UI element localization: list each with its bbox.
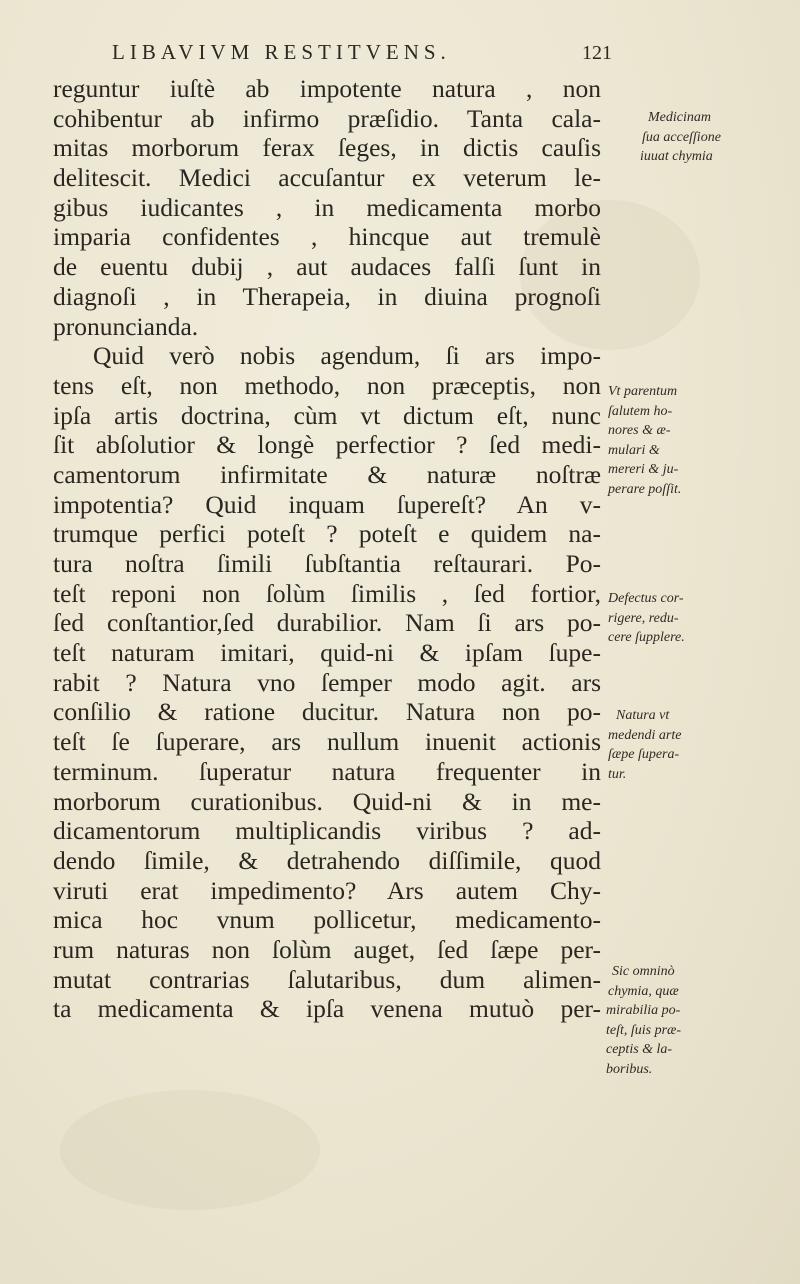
text-line: cohibentur ab infirmo præſidio. Tanta cala-: [53, 103, 601, 133]
text-line: gibus iudicantes , in medicamenta morbo: [53, 192, 601, 222]
page-number: 121: [582, 42, 612, 64]
text-line: ſed conſtantior,ſed durabilior. Nam ſi ars po-: [53, 608, 601, 638]
text-line: ipſa artis doctrina, cùm vt dictum eſt, nunc: [53, 400, 601, 430]
note-line: mereri & ju-: [608, 462, 679, 477]
note-line: ſæpe ſupera-: [608, 747, 680, 762]
text-line: conſilio & ratione ducitur. Natura non po-: [53, 697, 601, 727]
text-line: morborum curationibus. Quid-ni & in me-: [53, 786, 601, 816]
text-line: Quid verò nobis agendum, ſi ars impo-: [93, 341, 601, 371]
note-line: Sic omninò: [612, 964, 675, 979]
body-text: [53, 74, 601, 1024]
note-line: ſalutem ho-: [608, 403, 673, 419]
note-line: mirabilia po-: [606, 1003, 681, 1018]
note-line: iuuat chymia: [640, 149, 713, 164]
note-line: perare poſſit.: [608, 481, 682, 497]
note-line: ſua acceſſione: [642, 129, 721, 145]
paper-stain: [60, 1090, 320, 1210]
note-line: nores & æ-: [608, 423, 671, 438]
text-line: mitas morborum ferax ſeges, in dictis cauſis: [53, 133, 601, 163]
text-line: delitescit. Medici accuſantur ex veterum le-: [53, 163, 601, 193]
text-line: rum naturas non ſolùm auget, ſed ſæpe per-: [53, 934, 601, 964]
note-line: rigere, redu-: [608, 610, 679, 626]
note-line: Medicinam: [648, 110, 711, 125]
text-line: impotentia? Quid inquam ſupereſt? An v-: [53, 489, 601, 519]
text-line: camentorum infirmitate & naturæ noſtræ: [53, 459, 601, 489]
text-line: pronuncianda.: [53, 311, 199, 341]
text-line: imparia confidentes , hincque aut tremulè: [53, 222, 601, 252]
text-line: mutat contrarias ſalutaribus, dum alimen-: [53, 964, 601, 994]
note-line: tur.: [608, 766, 627, 782]
note-line: chymia, quæ: [608, 983, 679, 999]
text-line: viruti erat impedimento? Ars autem Chy-: [53, 875, 601, 905]
note-line: Defectus cor-: [608, 591, 684, 606]
note-line: boribus.: [606, 1061, 653, 1077]
text-line: trumque perfici poteſt ? poteſt e quidem na-: [53, 519, 601, 549]
text-line: tura noſtra ſimili ſubſtantia reſtaurari. Po-: [53, 549, 601, 578]
note-line: cere ſupplere.: [608, 630, 685, 645]
note-line: ceptis & la-: [606, 1042, 673, 1057]
note-line: teſt, ſuis præ-: [606, 1022, 682, 1038]
text-line: dendo ſimile, & detrahendo diſſimile, quod: [53, 845, 601, 875]
text-line: ta medicamenta & ipſa venena mutuò per-: [53, 994, 601, 1024]
page-header: [112, 40, 612, 74]
note-line: medendi arte: [608, 727, 682, 743]
marginal-note: [604, 962, 794, 1079]
text-line: tens eſt, non methodo, non præceptis, non: [53, 370, 601, 400]
text-line: teſt ſe ſuperare, ars nullum inuenit actionis: [53, 727, 601, 757]
marginal-note: [604, 108, 794, 167]
text-line: teſt reponi non ſolùm ſimilis , ſed fortior,: [53, 578, 601, 608]
text-line: terminum. ſuperatur natura frequenter in: [53, 756, 601, 786]
running-head: LIBAVIVM RESTITVENS.: [112, 40, 451, 64]
note-line: Natura vt: [616, 708, 670, 723]
note-line: mulari &: [608, 442, 660, 458]
text-line: dicamentorum multiplicandis viribus ? ad-: [53, 816, 601, 846]
text-line: ſit abſolutior & longè perfectior ? ſed medi-: [53, 430, 601, 460]
text-line: teſt naturam imitari, quid-ni & ipſam ſupe-: [53, 638, 601, 668]
marginal-note: [604, 382, 794, 499]
marginal-note: [604, 589, 794, 648]
text-line: rabit ? Natura vno ſemper modo agit. ars: [53, 667, 601, 697]
marginal-note: [604, 706, 794, 784]
note-line: Vt parentum: [608, 384, 678, 399]
text-line: reguntur iuſtè ab impotente natura , non: [53, 74, 601, 103]
text-line: diagnoſi , in Therapeia, in diuina prognoſi: [53, 281, 601, 311]
text-line: mica hoc vnum pollicetur, medicamento-: [53, 905, 601, 935]
text-line: de euentu dubij , aut audaces falſi ſunt in: [53, 252, 601, 282]
